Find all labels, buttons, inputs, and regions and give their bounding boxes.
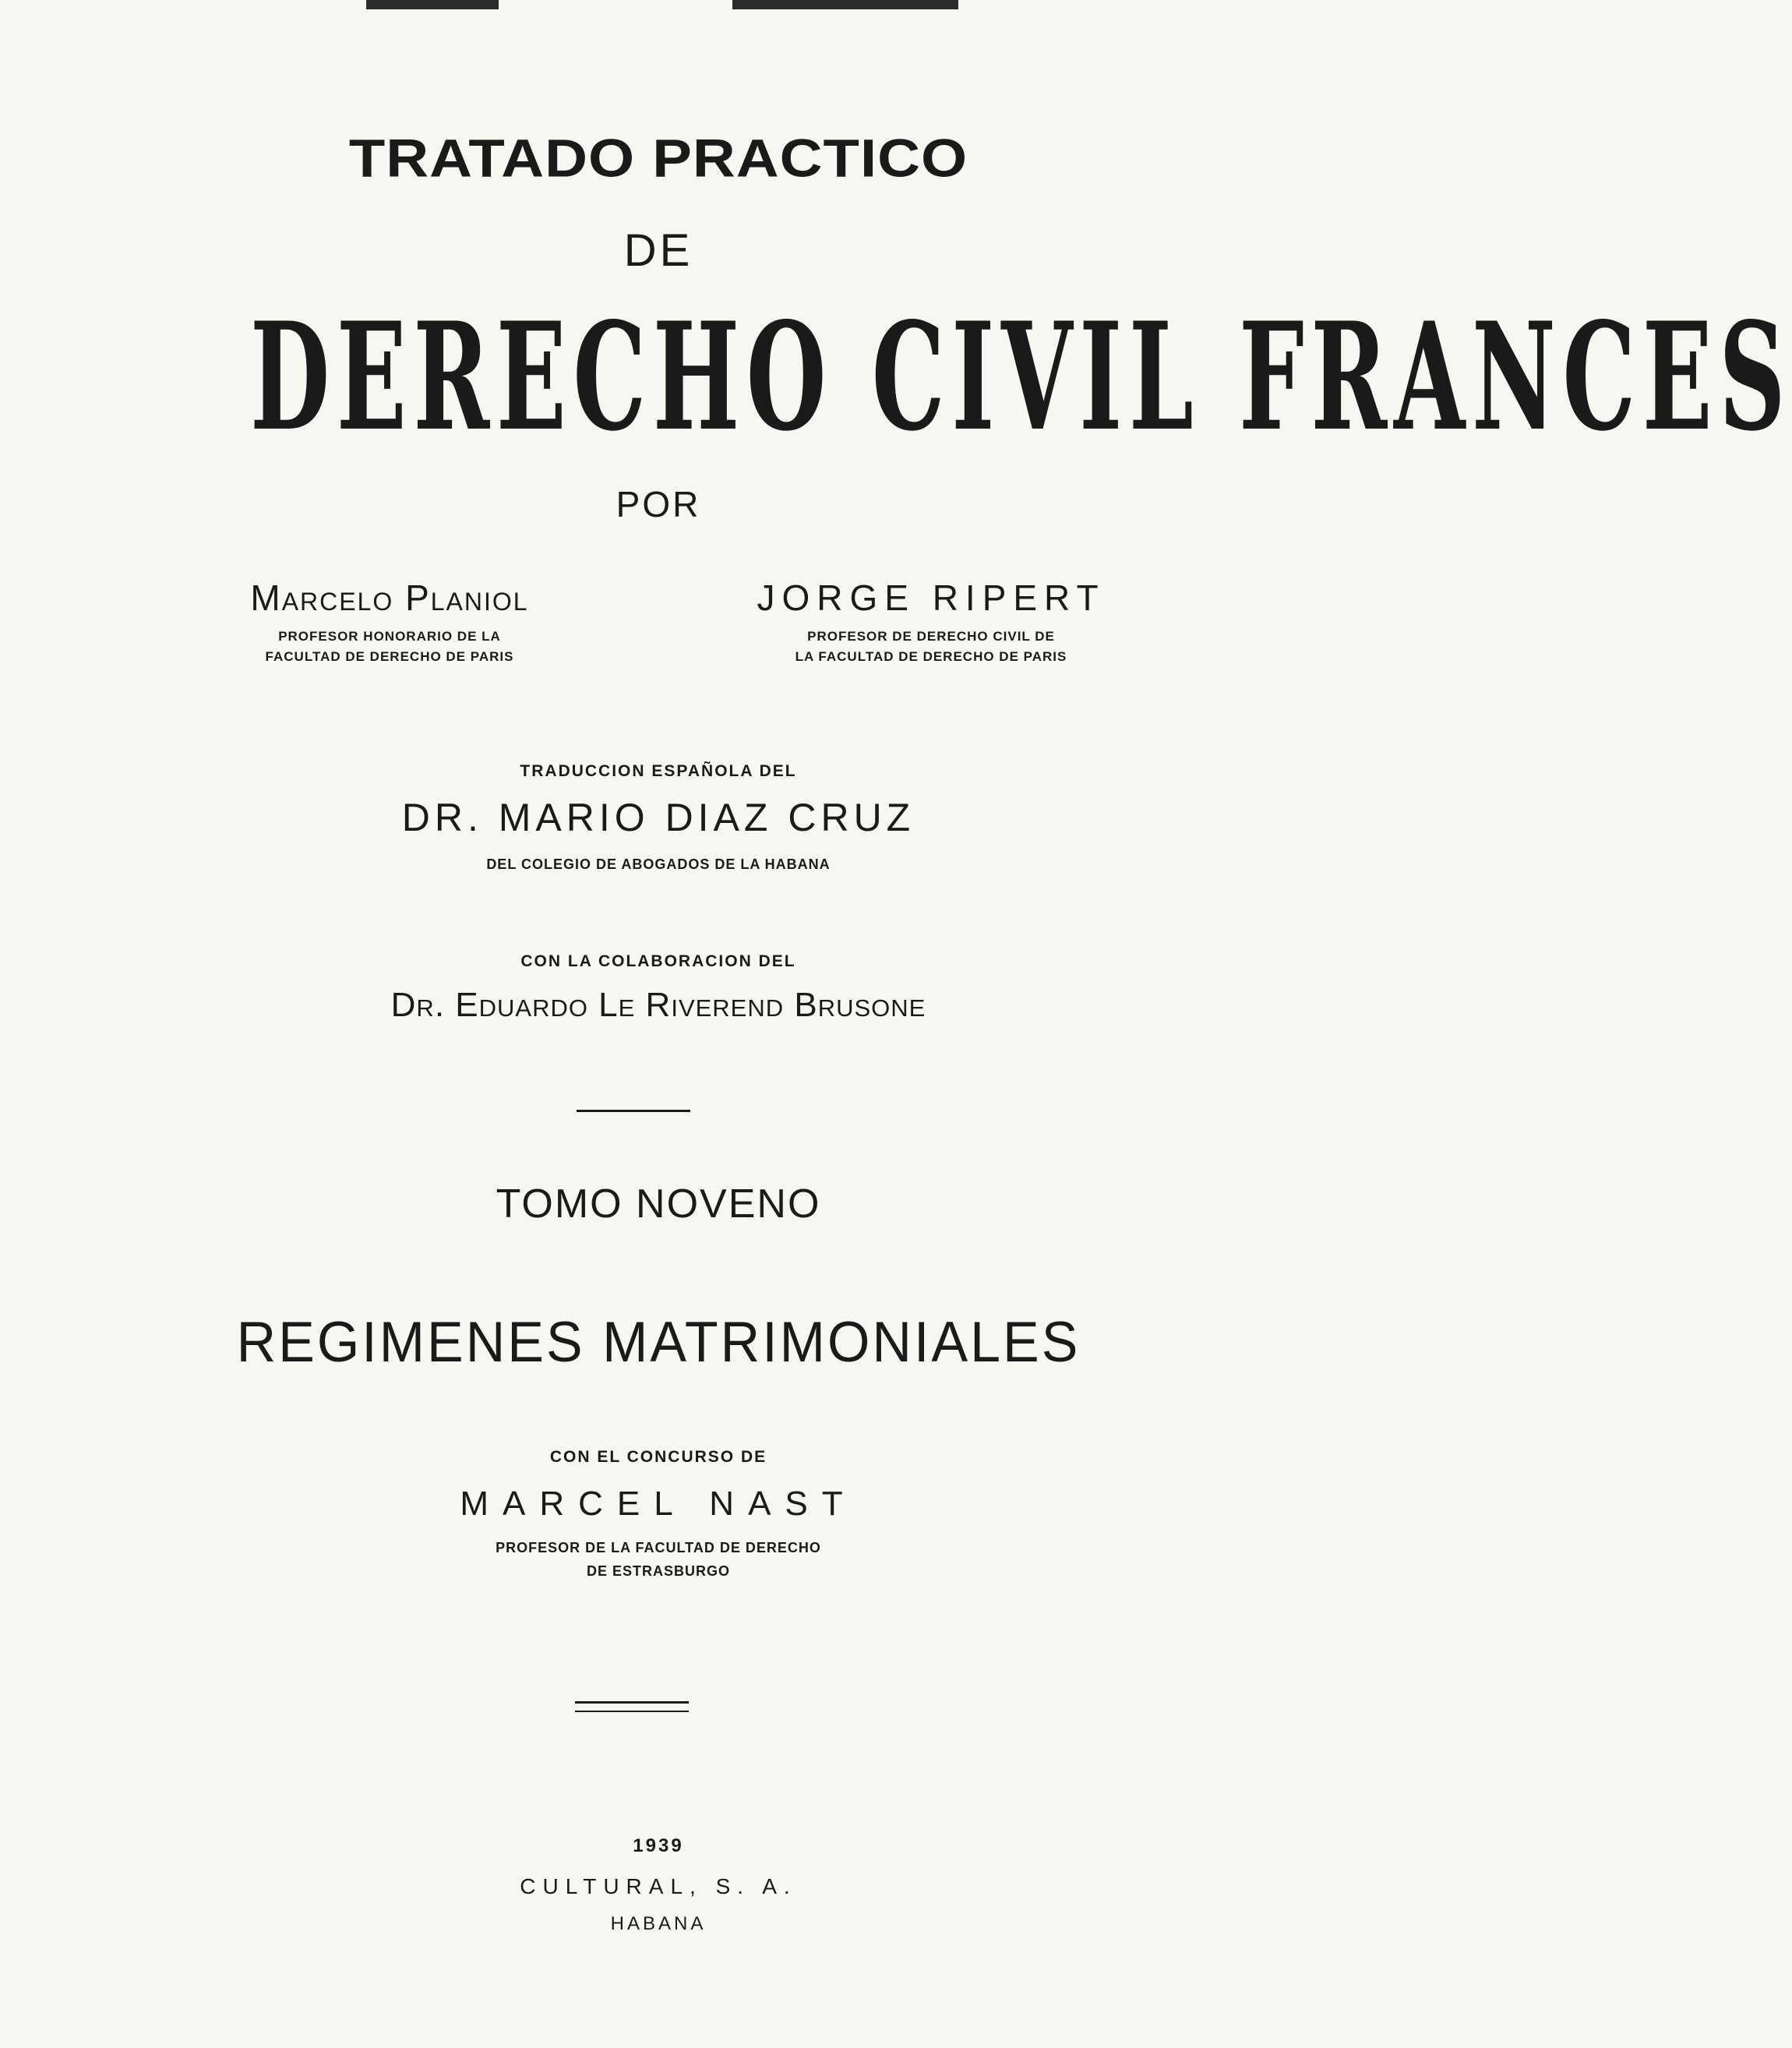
volume-label: TOMO NOVENO	[496, 1181, 821, 1227]
subject-title: REGIMENES MATRIMONIALES	[236, 1310, 1081, 1374]
main-title: DERECHO CIVIL FRANCES	[250, 290, 1792, 464]
author-left	[156, 577, 623, 667]
contributor-title-1: PROFESOR DE LA FACULTAD DE DERECHO	[496, 1540, 821, 1555]
publisher-name: CULTURAL, S. A.	[520, 1874, 797, 1898]
publication-city: HABANA	[610, 1913, 707, 1934]
damaged-top-edge-gap	[499, 0, 732, 11]
author-right-title-2: LA FACULTAD DE DERECHO DE PARIS	[795, 649, 1067, 664]
divider-1	[577, 1110, 690, 1112]
divider-2b	[575, 1711, 689, 1712]
divider-2a	[575, 1701, 689, 1704]
author-left-title-2: FACULTAD DE DERECHO DE PARIS	[265, 649, 514, 664]
author-right-name: JORGE RIPERT	[757, 577, 1106, 618]
contributor-name: MARCEL NAST	[460, 1485, 857, 1523]
author-left-title-1: PROFESOR HONORARIO DE LA	[278, 629, 501, 644]
author-right	[686, 577, 1176, 667]
author-left-name: Marcelo Planiol	[250, 577, 529, 618]
title-line-1: TRATADO PRACTICO	[348, 129, 968, 189]
collaboration-label: CON LA COLABORACION DEL	[520, 952, 796, 970]
title-de: DE	[623, 225, 693, 276]
contributor-title-2: DE ESTRASBURGO	[586, 1563, 730, 1579]
publication-year: 1939	[633, 1835, 684, 1856]
translator-name: DR. MARIO DIAZ CRUZ	[401, 796, 915, 839]
translation-label: TRADUCCION ESPAÑOLA DEL	[520, 762, 797, 780]
concurso-label: CON EL CONCURSO DE	[549, 1448, 767, 1466]
por-label: POR	[616, 484, 701, 524]
translator-affiliation: DEL COLEGIO DE ABOGADOS DE LA HABANA	[486, 856, 831, 872]
author-right-title-1: PROFESOR DE DERECHO CIVIL DE	[807, 629, 1055, 644]
collaborator-name: Dr. Eduardo Le Riverend Brusone	[390, 986, 926, 1024]
